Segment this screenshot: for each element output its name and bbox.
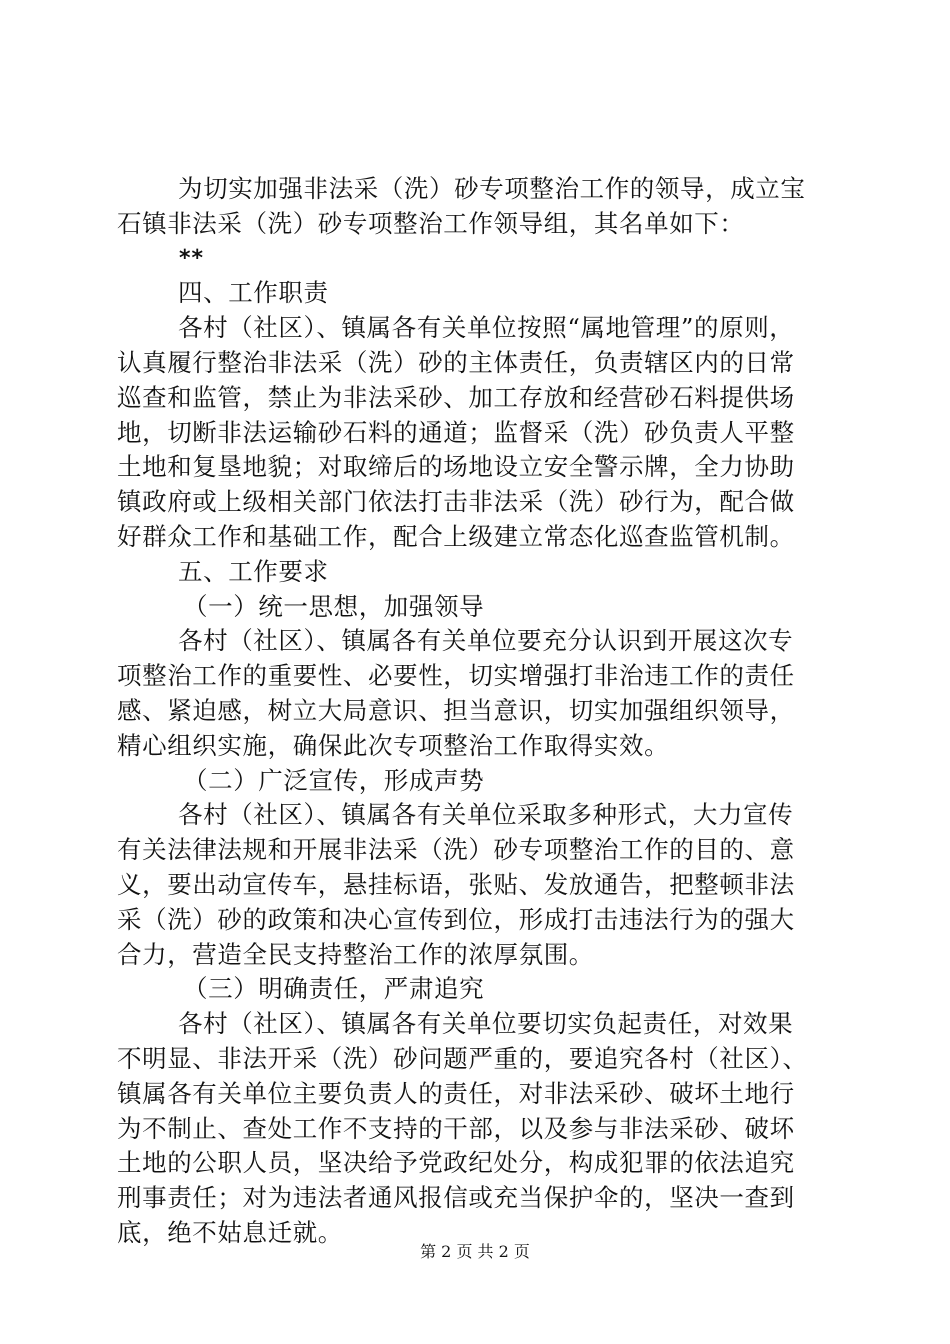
paragraph-line: 刑事责任；对为违法者通风报信或充当保护伞的，坚决一查到 — [117, 1183, 795, 1213]
paragraph-line: 巡查和监管，禁止为非法采砂、加工存放和经营砂石料提供场 — [117, 382, 795, 412]
section-heading: 四、工作职责 — [178, 278, 329, 308]
paragraph-line: 土地的公职人员，坚决给予党政纪处分，构成犯罪的依法追究 — [117, 1148, 795, 1178]
paragraph-line: 为切实加强非法采（洗）砂专项整治工作的领导，成立宝 — [178, 174, 806, 203]
paragraph-line: 项整治工作的重要性、必要性，切实增强打非治违工作的责任 — [117, 661, 795, 691]
paragraph-line: 底，绝不姑息迁就。 — [117, 1217, 343, 1247]
paragraph-line: 镇属各有关单位主要负责人的责任，对非法采砂、破坏土地行 — [117, 1078, 795, 1108]
subsection-heading: （三）明确责任，严肃追究 — [183, 974, 485, 1004]
paragraph-line: 各村（社区）、镇属各有关单位要切实负起责任，对效果 — [178, 1009, 794, 1039]
document-body — [117, 172, 837, 1251]
page-number-footer: 第 2 页 共 2 页 — [420, 1242, 530, 1261]
paragraph-line: 精心组织实施，确保此次专项整治工作取得实效。 — [117, 730, 670, 760]
paragraph-line: 有关法律法规和开展非法采（洗）砂专项整治工作的目的、意 — [117, 835, 795, 865]
paragraph-line: 石镇非法采（洗）砂专项整治工作领导组，其名单如下： — [117, 208, 745, 238]
paragraph-line: 镇政府或上级相关部门依法打击非法采（洗）砂行为，配合做 — [117, 487, 795, 517]
paragraph-line: 好群众工作和基础工作，配合上级建立常态化巡查监管机制。 — [117, 521, 795, 551]
paragraph-line: 认真履行整治非法采（洗）砂的主体责任，负责辖区内的日常 — [117, 347, 795, 377]
paragraph-line: 合力，营造全民支持整治工作的浓厚氛围。 — [117, 939, 594, 969]
paragraph-line: 不明显、非法开采（洗）砂问题严重的，要追究各村（社区）、 — [117, 1043, 808, 1073]
paragraph-line: 土地和复垦地貌；对取缔后的场地设立安全警示牌，全力协助 — [117, 452, 795, 482]
paragraph-line: 各村（社区）、镇属各有关单位采取多种形式，大力宣传 — [178, 800, 794, 830]
paragraph-line: 感、紧迫感，树立大局意识、担当意识，切实加强组织领导， — [117, 695, 795, 725]
paragraph-line: 采（洗）砂的政策和决心宣传到位，形成打击违法行为的强大 — [117, 904, 795, 934]
paragraph-line: 地，切断非法运输砂石料的通道；监督采（洗）砂负责人平整 — [117, 417, 795, 447]
paragraph-line: 各村（社区）、镇属各有关单位按照“属地管理”的原则， — [178, 313, 795, 343]
subsection-heading: （一）统一思想，加强领导 — [183, 591, 485, 621]
paragraph-line: 义，要出动宣传车，悬挂标语，张贴、发放通告，把整顿非法 — [117, 869, 795, 899]
redacted-placeholder: ** — [179, 245, 205, 271]
section-heading: 五、工作要求 — [178, 556, 329, 586]
paragraph-line: 为不制止、查处工作不支持的干部，以及参与非法采砂、破坏 — [117, 1113, 795, 1143]
paragraph-line: 各村（社区）、镇属各有关单位要充分认识到开展这次专 — [178, 626, 794, 656]
subsection-heading: （二）广泛宣传，形成声势 — [183, 765, 485, 795]
